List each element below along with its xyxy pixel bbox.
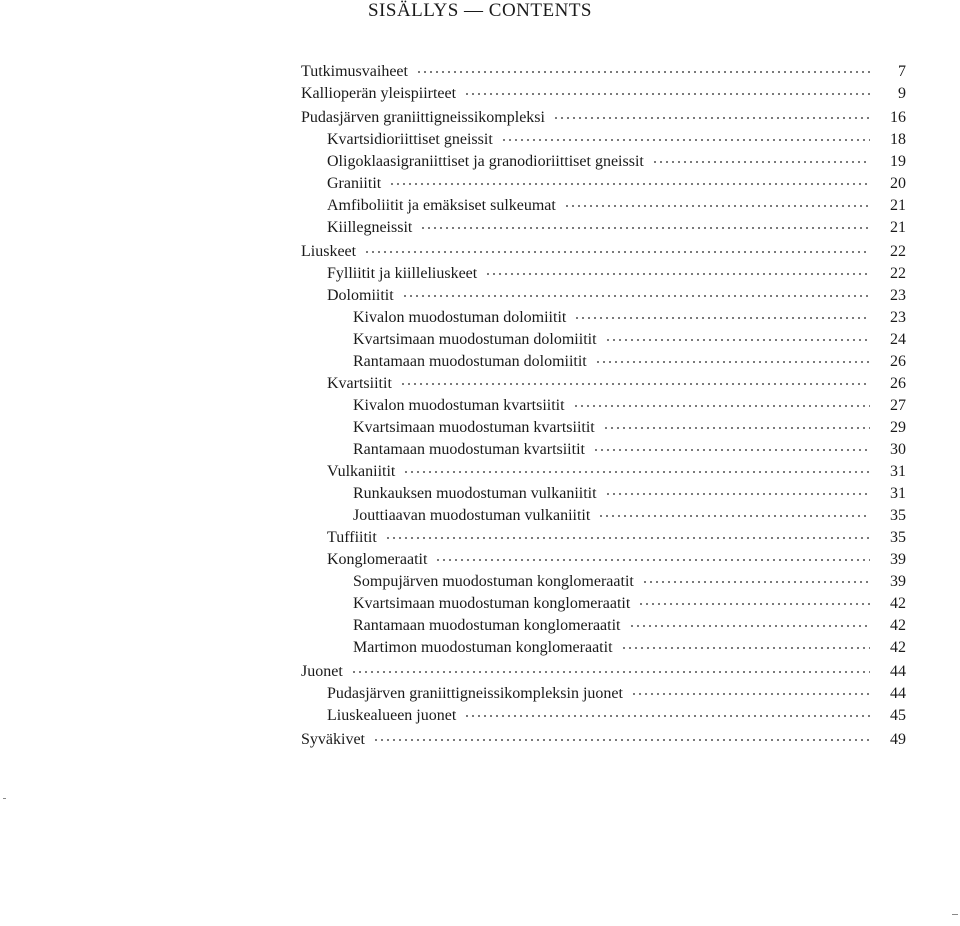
toc-entry-title: Dolomiitit (327, 287, 394, 304)
toc-entry-title: Kivalon muodostuman kvartsiitit (353, 397, 565, 414)
toc-entry (301, 505, 906, 527)
toc-entry-title: Graniitit (327, 175, 382, 192)
toc-entry (301, 683, 906, 705)
toc-entry (301, 61, 906, 83)
toc-entry (301, 83, 906, 105)
dot-leader (598, 514, 870, 518)
toc-entry-title: Kvartsiitit (327, 375, 392, 392)
toc-entry-page-number: 39 (890, 573, 906, 590)
toc-entry-title: Rantamaan muodostuman kvartsiitit (353, 441, 585, 458)
toc-entry-page-number: 45 (890, 707, 906, 724)
toc-entry-title: Jouttiaavan muodostuman vulkaniitit (353, 507, 591, 524)
toc-entry-page-number: 9 (898, 85, 906, 102)
toc-entry-title: Syväkivet (301, 731, 365, 748)
toc-entry-title: Liuskealueen juonet (327, 707, 457, 724)
scan-mark (3, 798, 6, 799)
dot-leader (574, 316, 870, 320)
toc-entry (301, 395, 906, 417)
dot-leader (573, 404, 870, 408)
toc-entry (301, 615, 906, 637)
dot-leader (373, 738, 870, 742)
toc-entry-page-number: 44 (890, 663, 906, 680)
dot-leader (400, 382, 870, 386)
toc-entry-title: Kivalon muodostuman dolomiitit (353, 309, 567, 326)
toc-entry (301, 527, 906, 549)
dot-leader (420, 226, 870, 230)
toc-entry-title: Runkauksen muodostuman vulkaniitit (353, 485, 597, 502)
toc-entry-title: Rantamaan muodostuman konglomeraatit (353, 617, 621, 634)
page-title: SISÄLLYS — CONTENTS (367, 0, 592, 21)
toc-entry-title: Amfiboliitit ja emäksiset sulkeumat (327, 197, 556, 214)
toc-entry-title: Martimon muodostuman konglomeraatit (353, 639, 613, 656)
toc-entry (301, 151, 906, 173)
toc-entry-page-number: 19 (890, 153, 906, 170)
dot-leader (485, 272, 870, 276)
toc-entry-title: Kiillegneissit (327, 219, 413, 236)
toc-entry (301, 705, 906, 727)
dot-leader (402, 294, 870, 298)
toc-entry-title: Kvartsidioriittiset gneissit (327, 131, 493, 148)
toc-entry-title: Kallioperän yleispiirteet (301, 85, 457, 102)
toc-entry-title: Pudasjärven graniittigneissikompleksin juonet (327, 685, 623, 702)
toc-entry-title: Juonet (301, 663, 343, 680)
toc-entry (301, 307, 906, 329)
toc-entry-page-number: 21 (890, 197, 906, 214)
dot-leader (403, 470, 870, 474)
toc-entry (301, 417, 906, 439)
toc-entry-page-number: 7 (898, 63, 906, 80)
toc-entry (301, 263, 906, 285)
toc-entry (301, 217, 906, 239)
toc-entry-title: Vulkaniitit (327, 463, 396, 480)
toc-entry-page-number: 20 (890, 175, 906, 192)
toc-entry (301, 373, 906, 395)
dot-leader (603, 426, 870, 430)
dot-leader (351, 670, 870, 674)
dot-leader (564, 204, 870, 208)
toc-entry (301, 439, 906, 461)
scan-mark (952, 914, 958, 915)
toc-entry-title: Pudasjärven graniittigneissikompleksi (301, 109, 545, 126)
toc-entry-title: Sompujärven muodostuman konglomeraatit (353, 573, 634, 590)
toc-entry-page-number: 24 (890, 331, 906, 348)
dot-leader (464, 92, 870, 96)
dot-leader (435, 558, 870, 562)
dot-leader (464, 714, 870, 718)
toc-entry-page-number: 16 (890, 109, 906, 126)
toc-entry-page-number: 31 (890, 485, 906, 502)
toc-entry-page-number: 39 (890, 551, 906, 568)
table-of-contents (301, 61, 906, 751)
toc-entry-title: Kvartsimaan muodostuman konglomeraatit (353, 595, 631, 612)
toc-entry-page-number: 23 (890, 309, 906, 326)
toc-entry-title: Fylliitit ja kiilleliuskeet (327, 265, 478, 282)
toc-entry (301, 241, 906, 263)
toc-entry (301, 661, 906, 683)
toc-entry-page-number: 42 (890, 617, 906, 634)
toc-entry-title: Kvartsimaan muodostuman kvartsiitit (353, 419, 595, 436)
toc-entry-title: Kvartsimaan muodostuman dolomiitit (353, 331, 597, 348)
toc-entry (301, 107, 906, 129)
dot-leader (605, 492, 870, 496)
toc-entry-page-number: 18 (890, 131, 906, 148)
toc-entry (301, 637, 906, 659)
toc-entry-page-number: 26 (890, 375, 906, 392)
dot-leader (389, 182, 870, 186)
toc-entry-page-number: 42 (890, 595, 906, 612)
toc-entry-page-number: 29 (890, 419, 906, 436)
toc-entry-page-number: 35 (890, 507, 906, 524)
toc-entry-page-number: 26 (890, 353, 906, 370)
toc-entry (301, 461, 906, 483)
toc-entry-page-number: 42 (890, 639, 906, 656)
dot-leader (553, 116, 870, 120)
toc-entry-page-number: 21 (890, 219, 906, 236)
toc-entry-title: Konglomeraatit (327, 551, 428, 568)
dot-leader (638, 602, 870, 606)
toc-entry (301, 549, 906, 571)
toc-entry-page-number: 22 (890, 265, 906, 282)
dot-leader (629, 624, 871, 628)
dot-leader (501, 138, 870, 142)
toc-entry (301, 173, 906, 195)
toc-entry-title: Rantamaan muodostuman dolomiitit (353, 353, 587, 370)
toc-entry-page-number: 30 (890, 441, 906, 458)
toc-entry-page-number: 49 (890, 731, 906, 748)
toc-entry (301, 285, 906, 307)
dot-leader (364, 250, 870, 254)
dot-leader (593, 448, 870, 452)
dot-leader (605, 338, 870, 342)
toc-entry-title: Tutkimusvaiheet (301, 63, 408, 80)
toc-entry (301, 729, 906, 751)
toc-entry-page-number: 22 (890, 243, 906, 260)
dot-leader (642, 580, 870, 584)
dot-leader (595, 360, 870, 364)
toc-entry (301, 571, 906, 593)
toc-entry (301, 195, 906, 217)
dot-leader (385, 536, 870, 540)
toc-entry-title: Liuskeet (301, 243, 357, 260)
toc-entry (301, 483, 906, 505)
dot-leader (631, 692, 870, 696)
dot-leader (652, 160, 870, 164)
toc-entry (301, 329, 906, 351)
toc-entry (301, 593, 906, 615)
dot-leader (416, 70, 870, 74)
dot-leader (621, 646, 870, 650)
toc-entry (301, 129, 906, 151)
toc-entry-page-number: 35 (890, 529, 906, 546)
toc-entry-title: Oligoklaasigraniittiset ja granodioriittiset gneissit (327, 153, 644, 170)
toc-entry-page-number: 27 (890, 397, 906, 414)
toc-entry-page-number: 44 (890, 685, 906, 702)
toc-entry-page-number: 31 (890, 463, 906, 480)
toc-entry-title: Tuffiitit (327, 529, 377, 546)
toc-entry (301, 351, 906, 373)
toc-entry-page-number: 23 (890, 287, 906, 304)
